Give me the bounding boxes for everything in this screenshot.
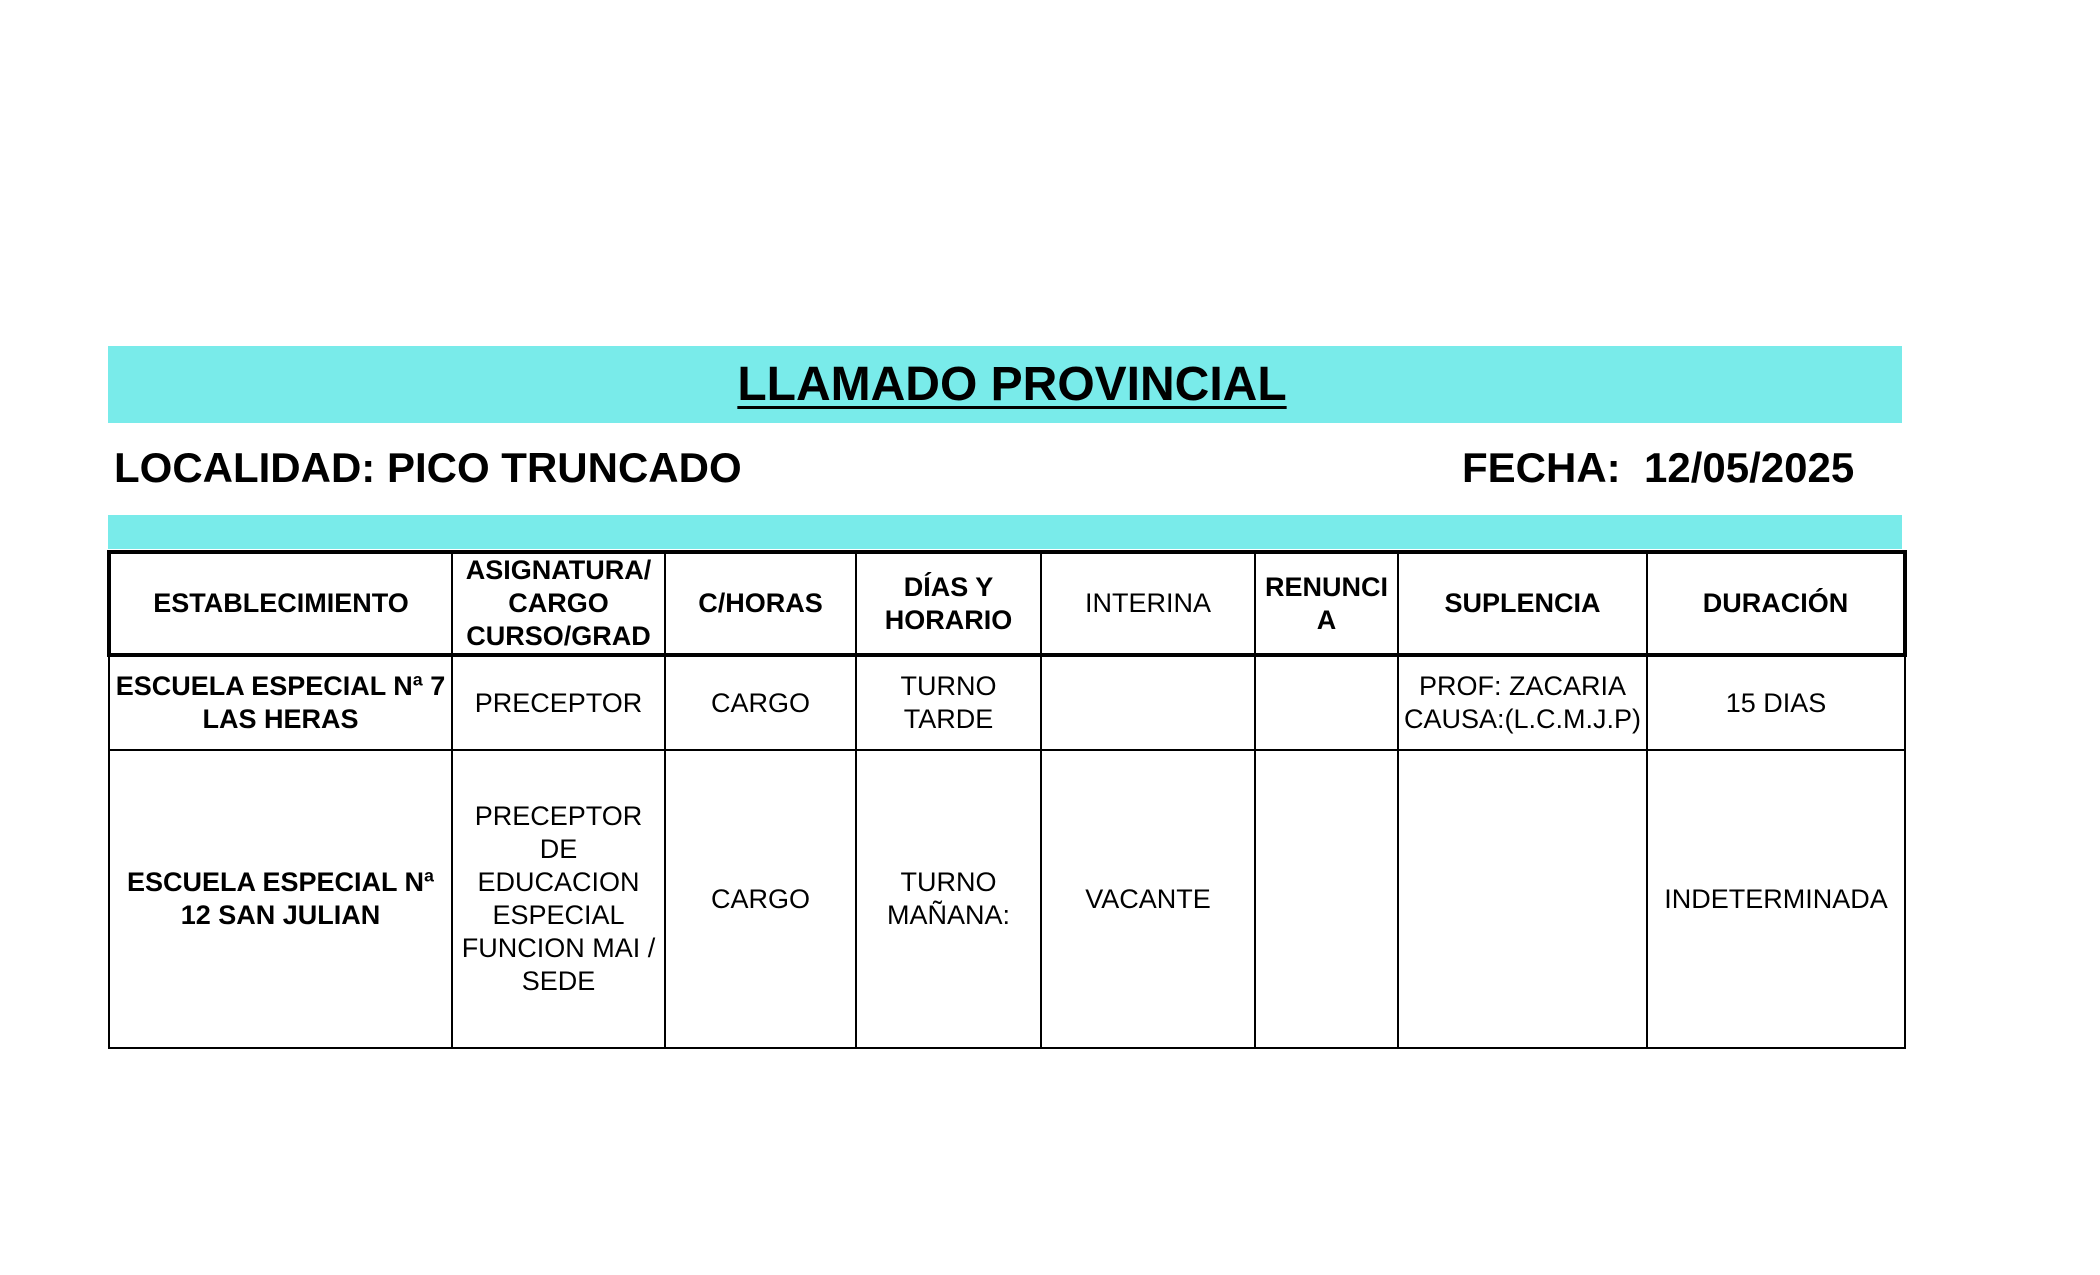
table-header-row	[109, 552, 1905, 655]
cell-dias: TURNO MAÑANA:	[856, 750, 1041, 1048]
table-row	[109, 655, 1905, 750]
title-band	[108, 346, 1902, 423]
separator-band	[108, 515, 1902, 549]
locality-label: LOCALIDAD: PICO TRUNCADO	[114, 444, 742, 491]
cell-suplencia	[1398, 750, 1647, 1048]
column-header-horas: C/HORAS	[665, 552, 856, 655]
column-header-renuncia: RENUNCI A	[1255, 552, 1398, 655]
cell-duracion: 15 DIAS	[1647, 655, 1905, 750]
cell-establecimiento: ESCUELA ESPECIAL Nª 12 SAN JULIAN	[109, 750, 452, 1048]
cell-establecimiento: ESCUELA ESPECIAL Nª 7 LAS HERAS	[109, 655, 452, 750]
cell-interina	[1041, 655, 1255, 750]
column-header-suplencia: SUPLENCIA	[1398, 552, 1647, 655]
column-header-asignatura: ASIGNATURA/ CARGO CURSO/GRAD	[452, 552, 665, 655]
cell-horas: CARGO	[665, 750, 856, 1048]
column-header-dias: DÍAS Y HORARIO	[856, 552, 1041, 655]
cell-renuncia	[1255, 750, 1398, 1048]
table-row	[109, 750, 1905, 1048]
cell-suplencia: PROF: ZACARIA CAUSA:(L.C.M.J.P)	[1398, 655, 1647, 750]
date-label: FECHA: 12/05/2025	[1462, 444, 1855, 491]
cell-horas: CARGO	[665, 655, 856, 750]
cell-dias: TURNO TARDE	[856, 655, 1041, 750]
cell-renuncia	[1255, 655, 1398, 750]
cell-duracion: INDETERMINADA	[1647, 750, 1905, 1048]
column-header-duracion: DURACIÓN	[1647, 552, 1905, 655]
locality-row	[114, 440, 1855, 500]
cell-interina: VACANTE	[1041, 750, 1255, 1048]
page-title: LLAMADO PROVINCIAL	[737, 358, 1287, 411]
cell-asignatura: PRECEPTOR	[452, 655, 665, 750]
column-header-interina: INTERINA	[1041, 552, 1255, 655]
cell-asignatura: PRECEPTOR DE EDUCACION ESPECIAL FUNCION MAI / SEDE	[452, 750, 665, 1048]
vacancy-table	[107, 550, 1907, 1049]
column-header-establecimiento: ESTABLECIMIENTO	[109, 552, 452, 655]
